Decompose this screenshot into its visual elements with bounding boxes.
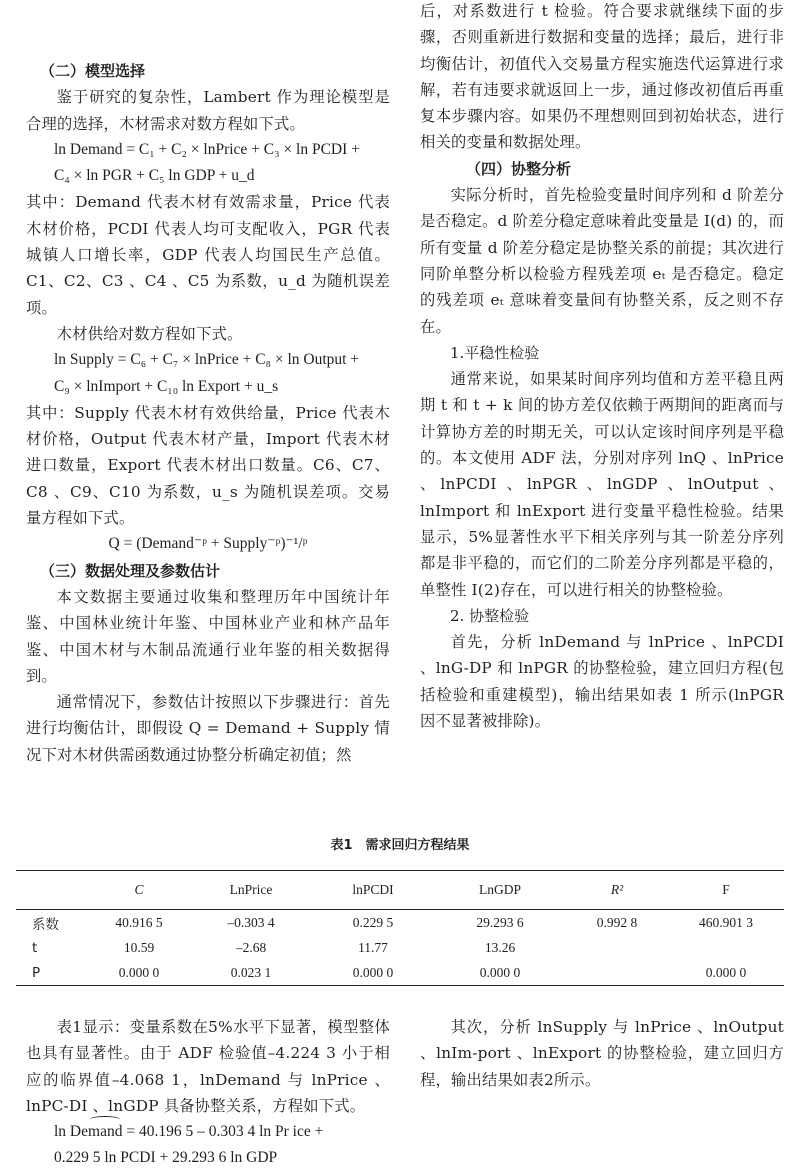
equation-quantity: Q = (Demand⁻ᵖ + Supply⁻ᵖ)⁻¹/ᵖ (108, 535, 308, 553)
table-cell: 0.992 8 (596, 914, 638, 930)
table-cell: P (16, 960, 88, 986)
section-heading-data-processing: （三）数据处理及参数估计 (40, 561, 221, 580)
table-cell: 13.26 (484, 939, 516, 955)
equation-text: ln De (54, 1123, 89, 1141)
table-header-cell: lnPCDI (312, 871, 434, 910)
subheading-cointegration-test: 2. 协整检验 (450, 606, 530, 625)
table-row (16, 960, 784, 986)
equation-hat-text: mand (88, 1119, 122, 1145)
table-row (16, 935, 784, 960)
paragraph: 本文数据主要通过收集和整理历年中国统计年鉴、中国林业统计年鉴、中国林业产业和林产品年鉴、中国木材与木制品流通行业年鉴的相关数据得到。 (26, 587, 390, 685)
paragraph: 实际分析时，首先检验变量时间序列和 d 阶差分是否稳定。d 阶差分稳定意味着此变量是 I(d) 的，而所有变量 d 阶差分稳定是协整关系的前提；其次进行同阶单整分析以检验方程残差项 eₜ 是否稳定。稳定的残差项 eₜ 意味着变量间有协整关系，反之则不存在。 (420, 186, 784, 336)
regression-table (16, 870, 784, 986)
subheading-stationarity-test: 1.平稳性检验 (450, 343, 540, 362)
left-column (26, 0, 390, 768)
equation-demand-line2: C₄ × ln PGR + C₅ ln GDP + u_d (54, 167, 255, 185)
table-title: 表1 需求回归方程结果 (330, 838, 470, 853)
table-cell: 0.000 0 (312, 960, 434, 986)
paragraph: 其次，分析 lnSupply 与 lnPrice 、lnOutput 、lnIm-port 、lnExport 的协整检验，建立回归方程，输出结果如表2所示。 (420, 1018, 784, 1089)
paragraph: 表1显示：变量系数在5%水平下显著，模型整体也具有显著性。由于 ADF 检验值–4.224 3 小于相应的临界值–4.068 1，lnDemand 与 lnPrice 、lnPC-DI 、lnGDP 具备协整关系，方程如下式。 (26, 1018, 390, 1115)
table-cell: 11.77 (358, 939, 388, 955)
table-cell: 40.916 5 (115, 914, 163, 930)
equation-fitted-line2: 0.229 5 ln PCDI + 29.293 6 ln GDP (54, 1149, 278, 1167)
table-header-cell: LnGDP (434, 871, 566, 910)
paragraph: 后，对系数进行 t 检验。符合要求就继续下面的步骤，否则重新进行数据和变量的选择；最后，进行非均衡估计，初值代入交易量方程实施迭代运算进行求解，若有违要求就返回上一步，通过修改初值后再重复本步骤内容。如果仍不理想则回到初始状态，进行相关的变量和数据处理。 (420, 2, 784, 152)
table-cell: 0.000 0 (668, 960, 784, 986)
right-column (420, 0, 784, 734)
table-cell: 0.000 0 (434, 960, 566, 986)
table-header-cell (16, 871, 88, 910)
bottom-left-column (26, 1014, 390, 1172)
equation-demand-line1: ln Demand = C₁ + C₂ × lnPrice + C₃ × ln PCDI + (54, 140, 360, 158)
paragraph: 鉴于研究的复杂性，Lambert 作为理论模型是合理的选择，木材需求对数方程如下式。 (26, 88, 390, 133)
equation-supply-line1: ln Supply = C₆ + C₇ × lnPrice + C₈ × ln Output + (54, 351, 360, 369)
table-header-cell: R² (566, 871, 668, 910)
table-row (16, 910, 784, 936)
equation-text: = 40.196 5 – 0.303 4 ln Pr ice + (122, 1123, 324, 1141)
table-cell: 10.59 (123, 939, 155, 955)
table-cell (566, 960, 668, 986)
section-heading-cointegration: （四）协整分析 (466, 159, 572, 178)
paragraph: 通常来说，如果某时间序列均值和方差平稳且两期 t 和 t + k 间的协方差仅依赖于两期间的距离而与计算协方差的时期无关，可以认定该时间序列是平稳的。本文使用 ADF 法，分别对序列 lnQ 、lnPrice 、lnPCDI 、lnPGR 、lnGDP 、lnOutput 、lnImport 和 lnExport 进行变量平稳性检验。结果显示，5%显著性水平下相关序列与其一阶差分序列都是非平稳的，而它们的二阶差分序列都是平稳的，单整性 I(2)存在，可以进行相关的协整检验。 (420, 370, 784, 599)
table-cell: 460.901 3 (699, 914, 753, 930)
table-cell: 0.023 1 (190, 960, 312, 986)
table-cell: 系数 (32, 916, 59, 933)
table-cell (668, 935, 784, 960)
table-cell: t (32, 939, 38, 956)
table-header-cell: F (668, 871, 784, 910)
paragraph: 其中：Supply 代表木材有效供给量，Price 代表木材价格，Output 代表木材产量，Import 代表木材进口数量，Export 代表木材出口数量。C6、C7、C8 、C9、C10 为系数，u_s 为随机误差项。交易量方程如下式。 (26, 403, 390, 528)
table-cell: 0.000 0 (88, 960, 190, 986)
section-heading-model-selection: （二）模型选择 (40, 62, 146, 80)
table-cell: 0.229 5 (352, 914, 394, 930)
table-header-cell: C (88, 871, 190, 910)
bottom-right-column (420, 1014, 784, 1093)
table-cell: –0.303 4 (227, 914, 275, 930)
table-header-row (16, 871, 784, 910)
paragraph: 通常情况下，参数估计按照以下步骤进行：首先进行均衡估计，即假设 Q = Demand + Supply 情况下对木材供需函数通过协整分析确定初值；然 (26, 693, 390, 764)
table-cell: 29.293 6 (476, 914, 524, 930)
paragraph: 木材供给对数方程如下式。 (56, 324, 243, 343)
paragraph: 其中：Demand 代表木材有效需求量，Price 代表木材价格，PCDI 代表人均可支配收入，PGR 代表城镇人口增长率，GDP 代表人均国民生产总值。C1、C2、C3 、C4 、C5 为系数，u_d 为随机误差项。 (26, 193, 390, 317)
paragraph: 首先，分析 lnDemand 与 lnPrice 、lnPCDI 、lnG-DP 和 lnPGR 的协整检验，建立回归方程(包括检验和重建模型)，输出结果如表 1 所示(lnPGR 因不显著被排除)。 (420, 633, 784, 731)
table-cell: –2.68 (235, 939, 267, 955)
equation-supply-line2: C₉ × lnImport + C₁₀ ln Export + u_s (54, 377, 279, 395)
equation-fitted-line1 (26, 1119, 390, 1145)
table-header-cell: LnPrice (190, 871, 312, 910)
table-cell (566, 935, 668, 960)
